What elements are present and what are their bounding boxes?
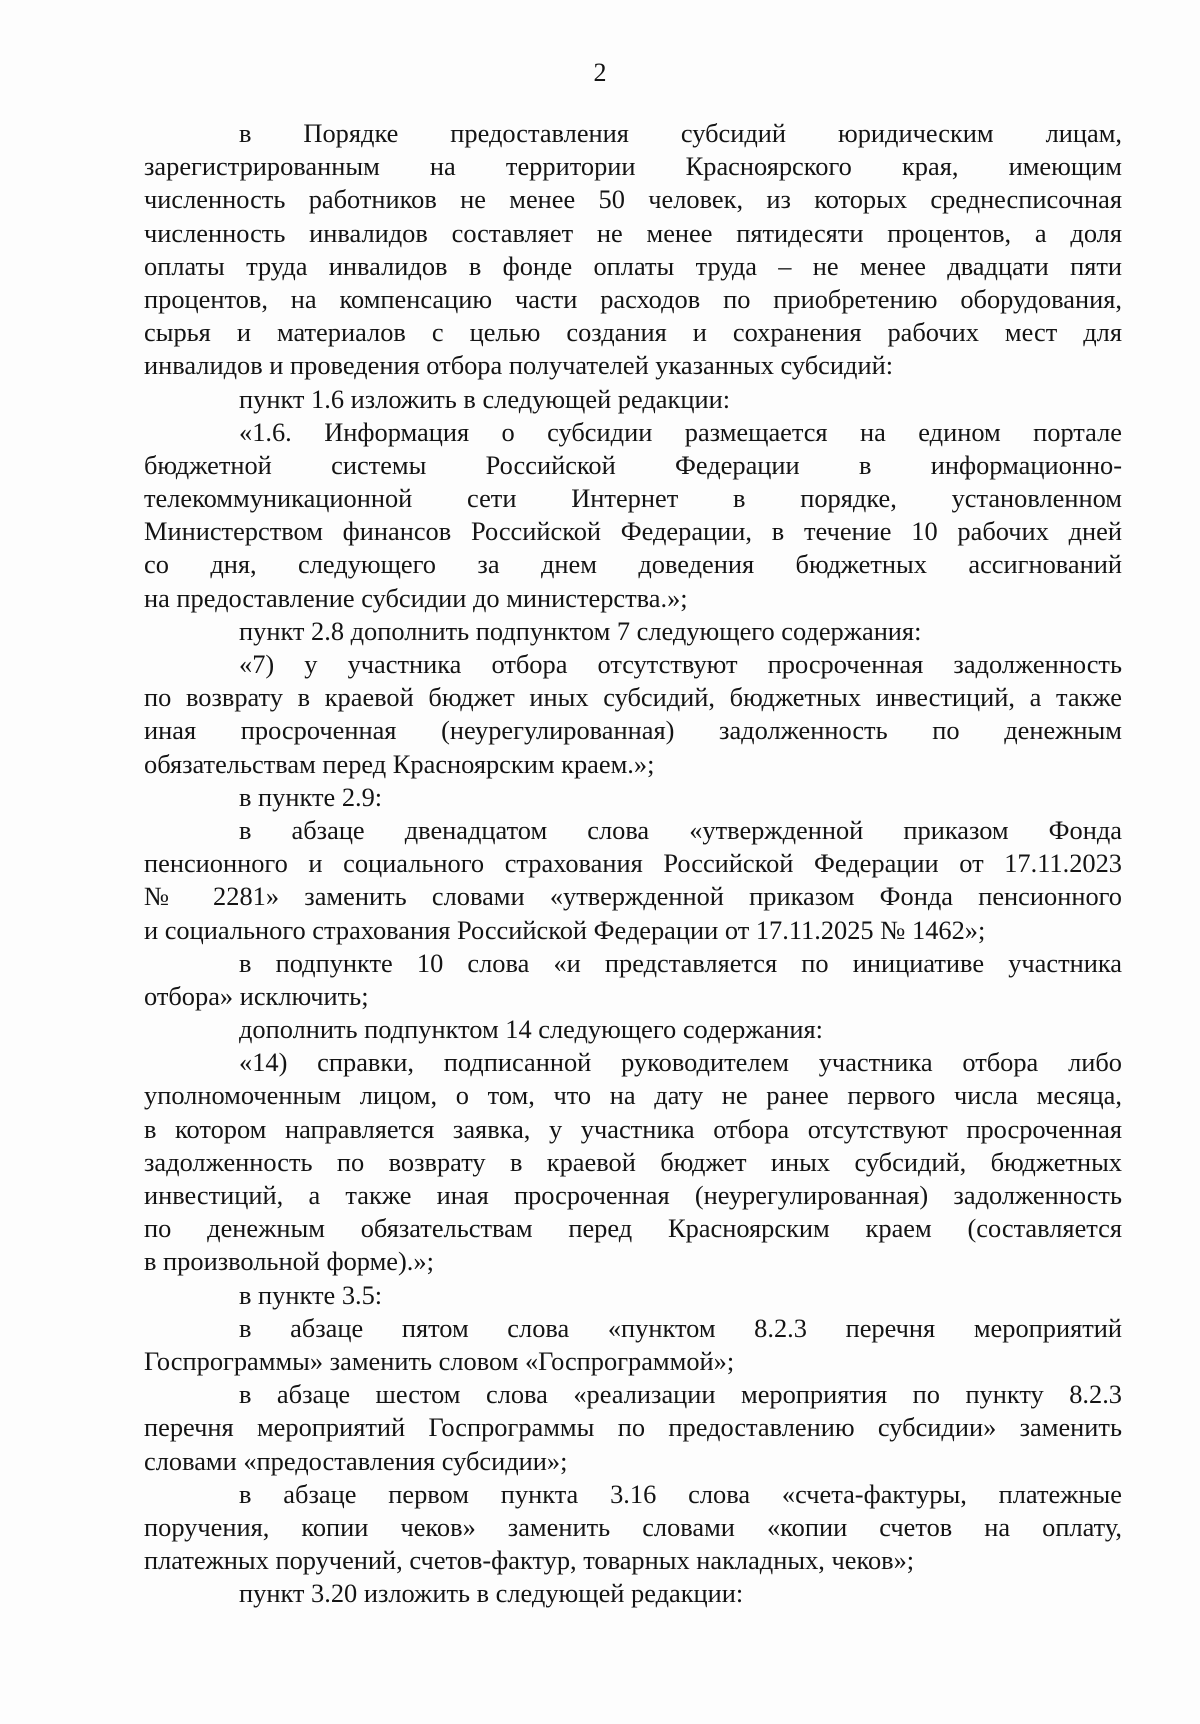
text-line: пенсионного и социального страхования Российской Федерации от 17.11.2023 [144, 848, 1122, 879]
text-line: инвалидов и проведения отбора получателей указанных субсидий: [144, 350, 894, 381]
text-line: в абзаце первом пункта 3.16 слова «счета-фактуры, платежные [239, 1478, 1122, 1509]
text-line: в Порядке предоставления субсидий юридическим лицам, [239, 118, 1122, 148]
text-line: инвестиций, а также иная просроченная (неурегулированная) задолженность [144, 1180, 1122, 1210]
text-line: оплаты труда инвалидов в фонде оплаты труда – не менее двадцати пяти [144, 250, 1122, 281]
text-line: платежных поручений, счетов-фактур, товарных накладных, чеков»; [144, 1545, 915, 1576]
page-number: 2 [593, 58, 607, 87]
text-line: зарегистрированным на территории Красноярского края, имеющим [144, 151, 1122, 182]
text-line: дополнить подпунктом 14 следующего содержания: [239, 1014, 823, 1045]
text-line: № 2281» заменить словами «утвержденной приказом Фонда пенсионного [144, 881, 1122, 912]
text-line: в подпункте 10 слова «и представляется по инициативе участника [239, 947, 1122, 978]
text-line: «7) у участника отбора отсутствуют просроченная задолженность [239, 649, 1122, 679]
text-line: отбора» исключить; [144, 980, 369, 1011]
text-line: иная просроченная (неурегулированная) задолженность по денежным [144, 715, 1122, 746]
text-line: Госпрограммы» заменить словом «Госпрограммой»; [144, 1345, 735, 1376]
text-line: перечня мероприятий Госпрограммы по предоставлению субсидии» заменить [144, 1412, 1122, 1443]
text-line: в пункте 3.5: [239, 1279, 383, 1310]
text-line: «1.6. Информация о субсидии размещается на едином портале [239, 416, 1122, 447]
document-body [144, 117, 1122, 1610]
text-line: процентов, на компенсацию части расходов по приобретению оборудования, [144, 283, 1122, 314]
text-line: словами «предоставления субсидии»; [144, 1445, 568, 1476]
text-line: бюджетной системы Российской Федерации в информационно- [144, 449, 1122, 480]
text-line: пункт 1.6 изложить в следующей редакции: [239, 383, 731, 414]
text-line: поручения, копии чеков» заменить словами «копии счетов на оплату, [144, 1511, 1122, 1542]
text-line: в абзаце пятом слова «пунктом 8.2.3 перечня мероприятий [239, 1312, 1122, 1343]
text-line: «14) справки, подписанной руководителем участника отбора либо [239, 1047, 1122, 1078]
text-line: в абзаце двенадцатом слова «утвержденной приказом Фонда [239, 814, 1122, 845]
text-line: в произвольной форме).»; [144, 1246, 434, 1277]
text-line: телекоммуникационной сети Интернет в порядке, установленном [144, 483, 1122, 514]
text-line: в котором направляется заявка, у участника отбора отсутствуют просроченная [144, 1113, 1122, 1144]
text-line: пункт 3.20 изложить в следующей редакции: [239, 1578, 744, 1609]
text-line: численность работников не менее 50 человек, из которых среднесписочная [144, 184, 1122, 215]
text-line: в пункте 2.9: [239, 781, 383, 812]
text-line: пункт 2.8 дополнить подпунктом 7 следующего содержания: [239, 615, 922, 646]
text-line: на предоставление субсидии до министерства.»; [144, 582, 688, 613]
text-line: в абзаце шестом слова «реализации мероприятия по пункту 8.2.3 [239, 1379, 1122, 1410]
text-line: сырья и материалов с целью создания и сохранения рабочих мест для [144, 317, 1122, 348]
text-line: уполномоченным лицом, о том, что на дату не ранее первого числа месяца, [144, 1080, 1122, 1111]
text-line: Министерством финансов Российской Федерации, в течение 10 рабочих дней [144, 516, 1122, 547]
text-line: по возврату в краевой бюджет иных субсидий, бюджетных инвестиций, а также [144, 682, 1122, 713]
text-line: задолженность по возврату в краевой бюджет иных субсидий, бюджетных [144, 1146, 1122, 1177]
text-line: по денежным обязательствам перед Красноярским краем (составляется [144, 1213, 1122, 1244]
text-line: со дня, следующего за днем доведения бюджетных ассигнований [144, 549, 1122, 580]
text-line: обязательствам перед Красноярским краем.»; [144, 748, 655, 779]
text-line: численность инвалидов составляет не менее пятидесяти процентов, а доля [144, 217, 1122, 248]
text-line: и социального страхования Российской Федерации от 17.11.2025 № 1462»; [144, 914, 986, 945]
